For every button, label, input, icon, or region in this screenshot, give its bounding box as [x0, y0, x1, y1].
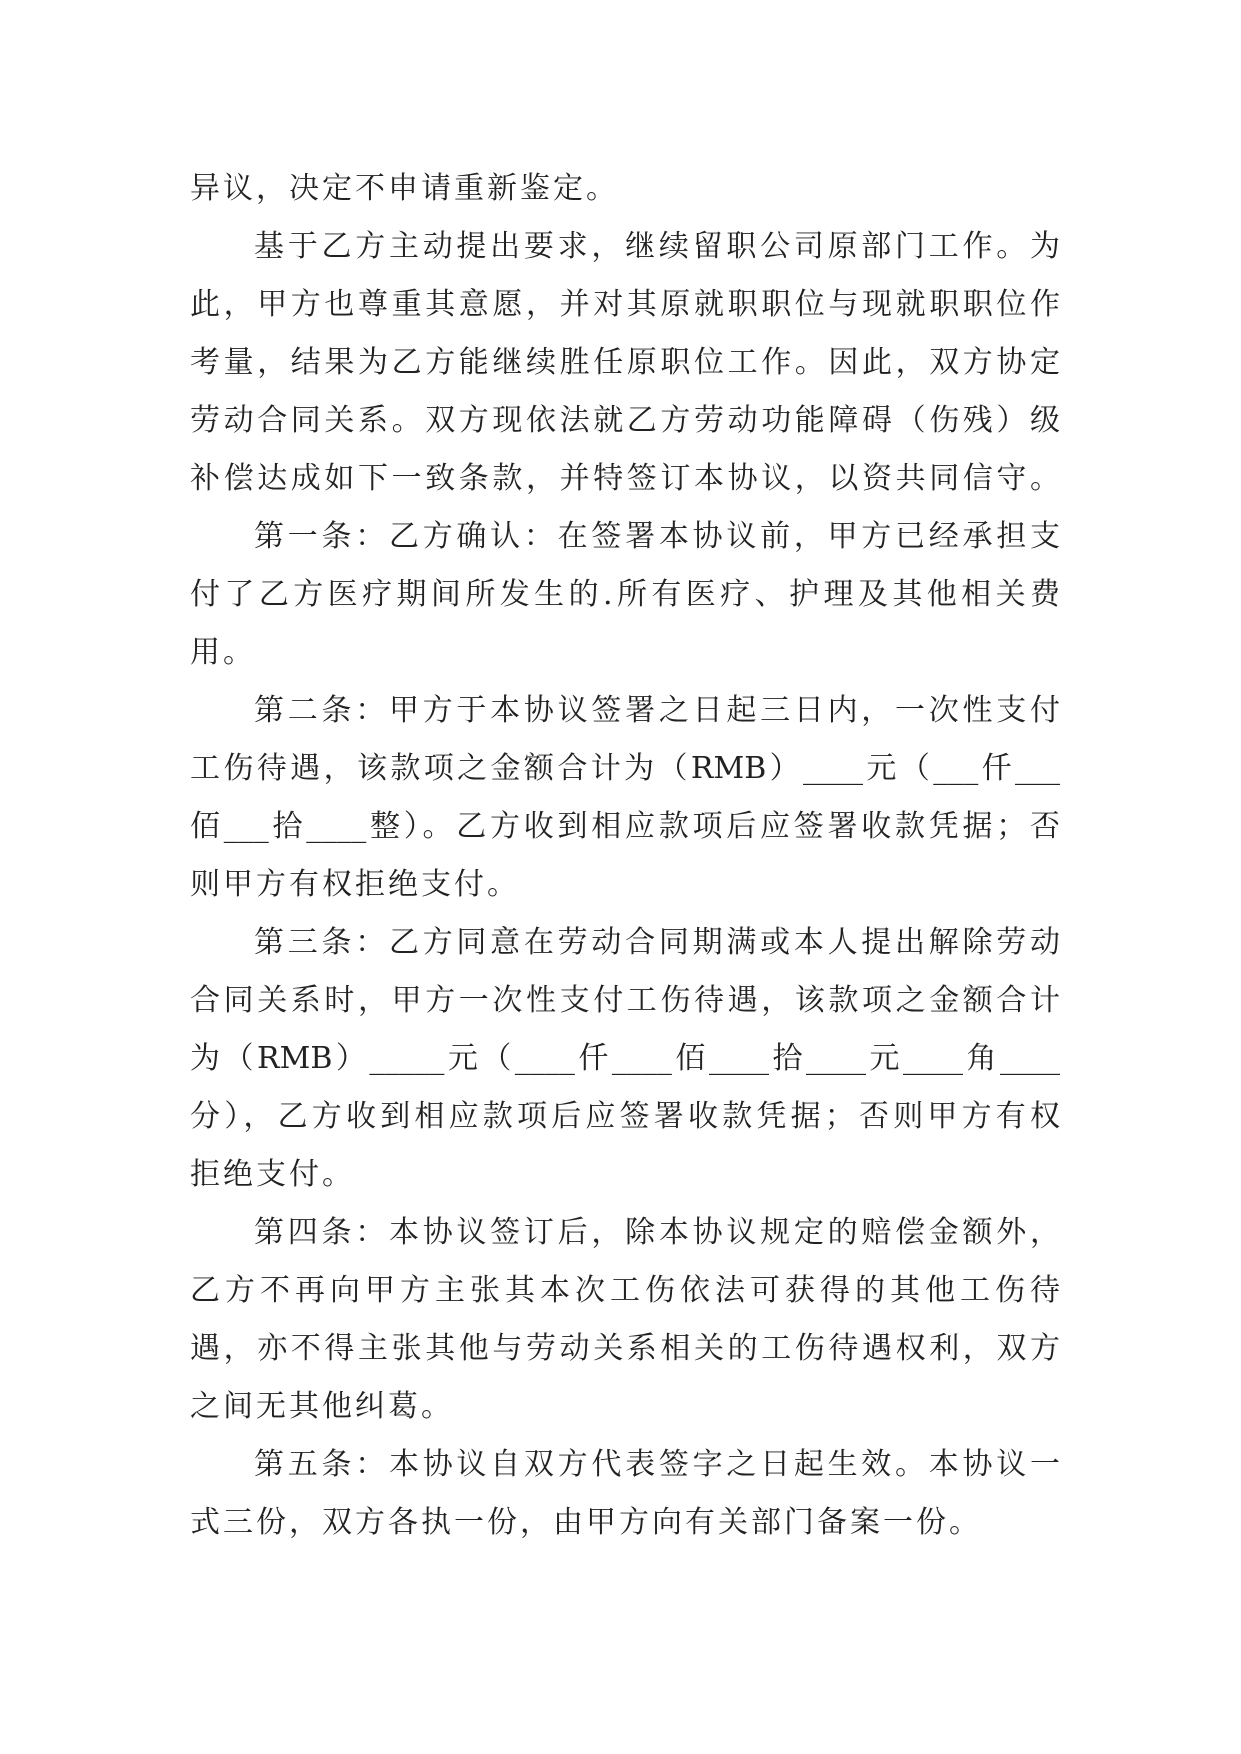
- text-line: 第一条：乙方确认：在签署本协议前，甲方已经承担支: [254, 519, 1060, 554]
- document-body: [190, 160, 1060, 1552]
- text-line: 为（RMB）_____元（____仟____佰____拾____元____角____: [190, 1041, 1060, 1076]
- text-line: 此，甲方也尊重其意愿，并对其原就职职位与现就职职位作: [190, 287, 1060, 322]
- text-line: 工伤待遇，该款项之金额合计为（RMB）____元（___仟___: [190, 751, 1060, 786]
- text-line: 第五条：本协议自双方代表签字之日起生效。本协议一: [254, 1447, 1060, 1482]
- text-line: 用。: [190, 635, 256, 670]
- text-line: 乙方不再向甲方主张其本次工伤依法可获得的其他工伤待: [190, 1273, 1060, 1308]
- text-line: 遇，亦不得主张其他与劳动关系相关的工伤待遇权利，双方: [190, 1331, 1060, 1366]
- text-line: 考量，结果为乙方能继续胜任原职位工作。因此，双方协定: [190, 345, 1060, 380]
- text-line: 第二条：甲方于本协议签署之日起三日内，一次性支付: [254, 693, 1060, 728]
- text-line: 异议，决定不申请重新鉴定。: [190, 171, 619, 206]
- text-line: 式三份，双方各执一份，由甲方向有关部门备案一份。: [190, 1505, 982, 1540]
- text-line: 劳动合同关系。双方现依法就乙方劳动功能障碍（伤残）级: [190, 403, 1060, 438]
- text-line: 佰___拾____整）。乙方收到相应款项后应签署收款凭据；否: [190, 809, 1060, 844]
- text-line: 第三条：乙方同意在劳动合同期满或本人提出解除劳动: [254, 925, 1060, 960]
- text-line: 则甲方有权拒绝支付。: [190, 867, 520, 902]
- text-line: 分），乙方收到相应款项后应签署收款凭据；否则甲方有权: [190, 1099, 1060, 1134]
- text-line: 付了乙方医疗期间所发生的.所有医疗、护理及其他相关费: [190, 577, 1060, 612]
- text-line: 基于乙方主动提出要求，继续留职公司原部门工作。为: [254, 229, 1060, 264]
- text-line: 合同关系时，甲方一次性支付工伤待遇，该款项之金额合计: [190, 983, 1060, 1018]
- text-line: 补偿达成如下一致条款，并特签订本协议，以资共同信守。: [190, 461, 1060, 496]
- text-line: 之间无其他纠葛。: [190, 1389, 454, 1424]
- text-line: 拒绝支付。: [190, 1157, 355, 1192]
- text-line: 第四条：本协议签订后，除本协议规定的赔偿金额外，: [254, 1215, 1060, 1250]
